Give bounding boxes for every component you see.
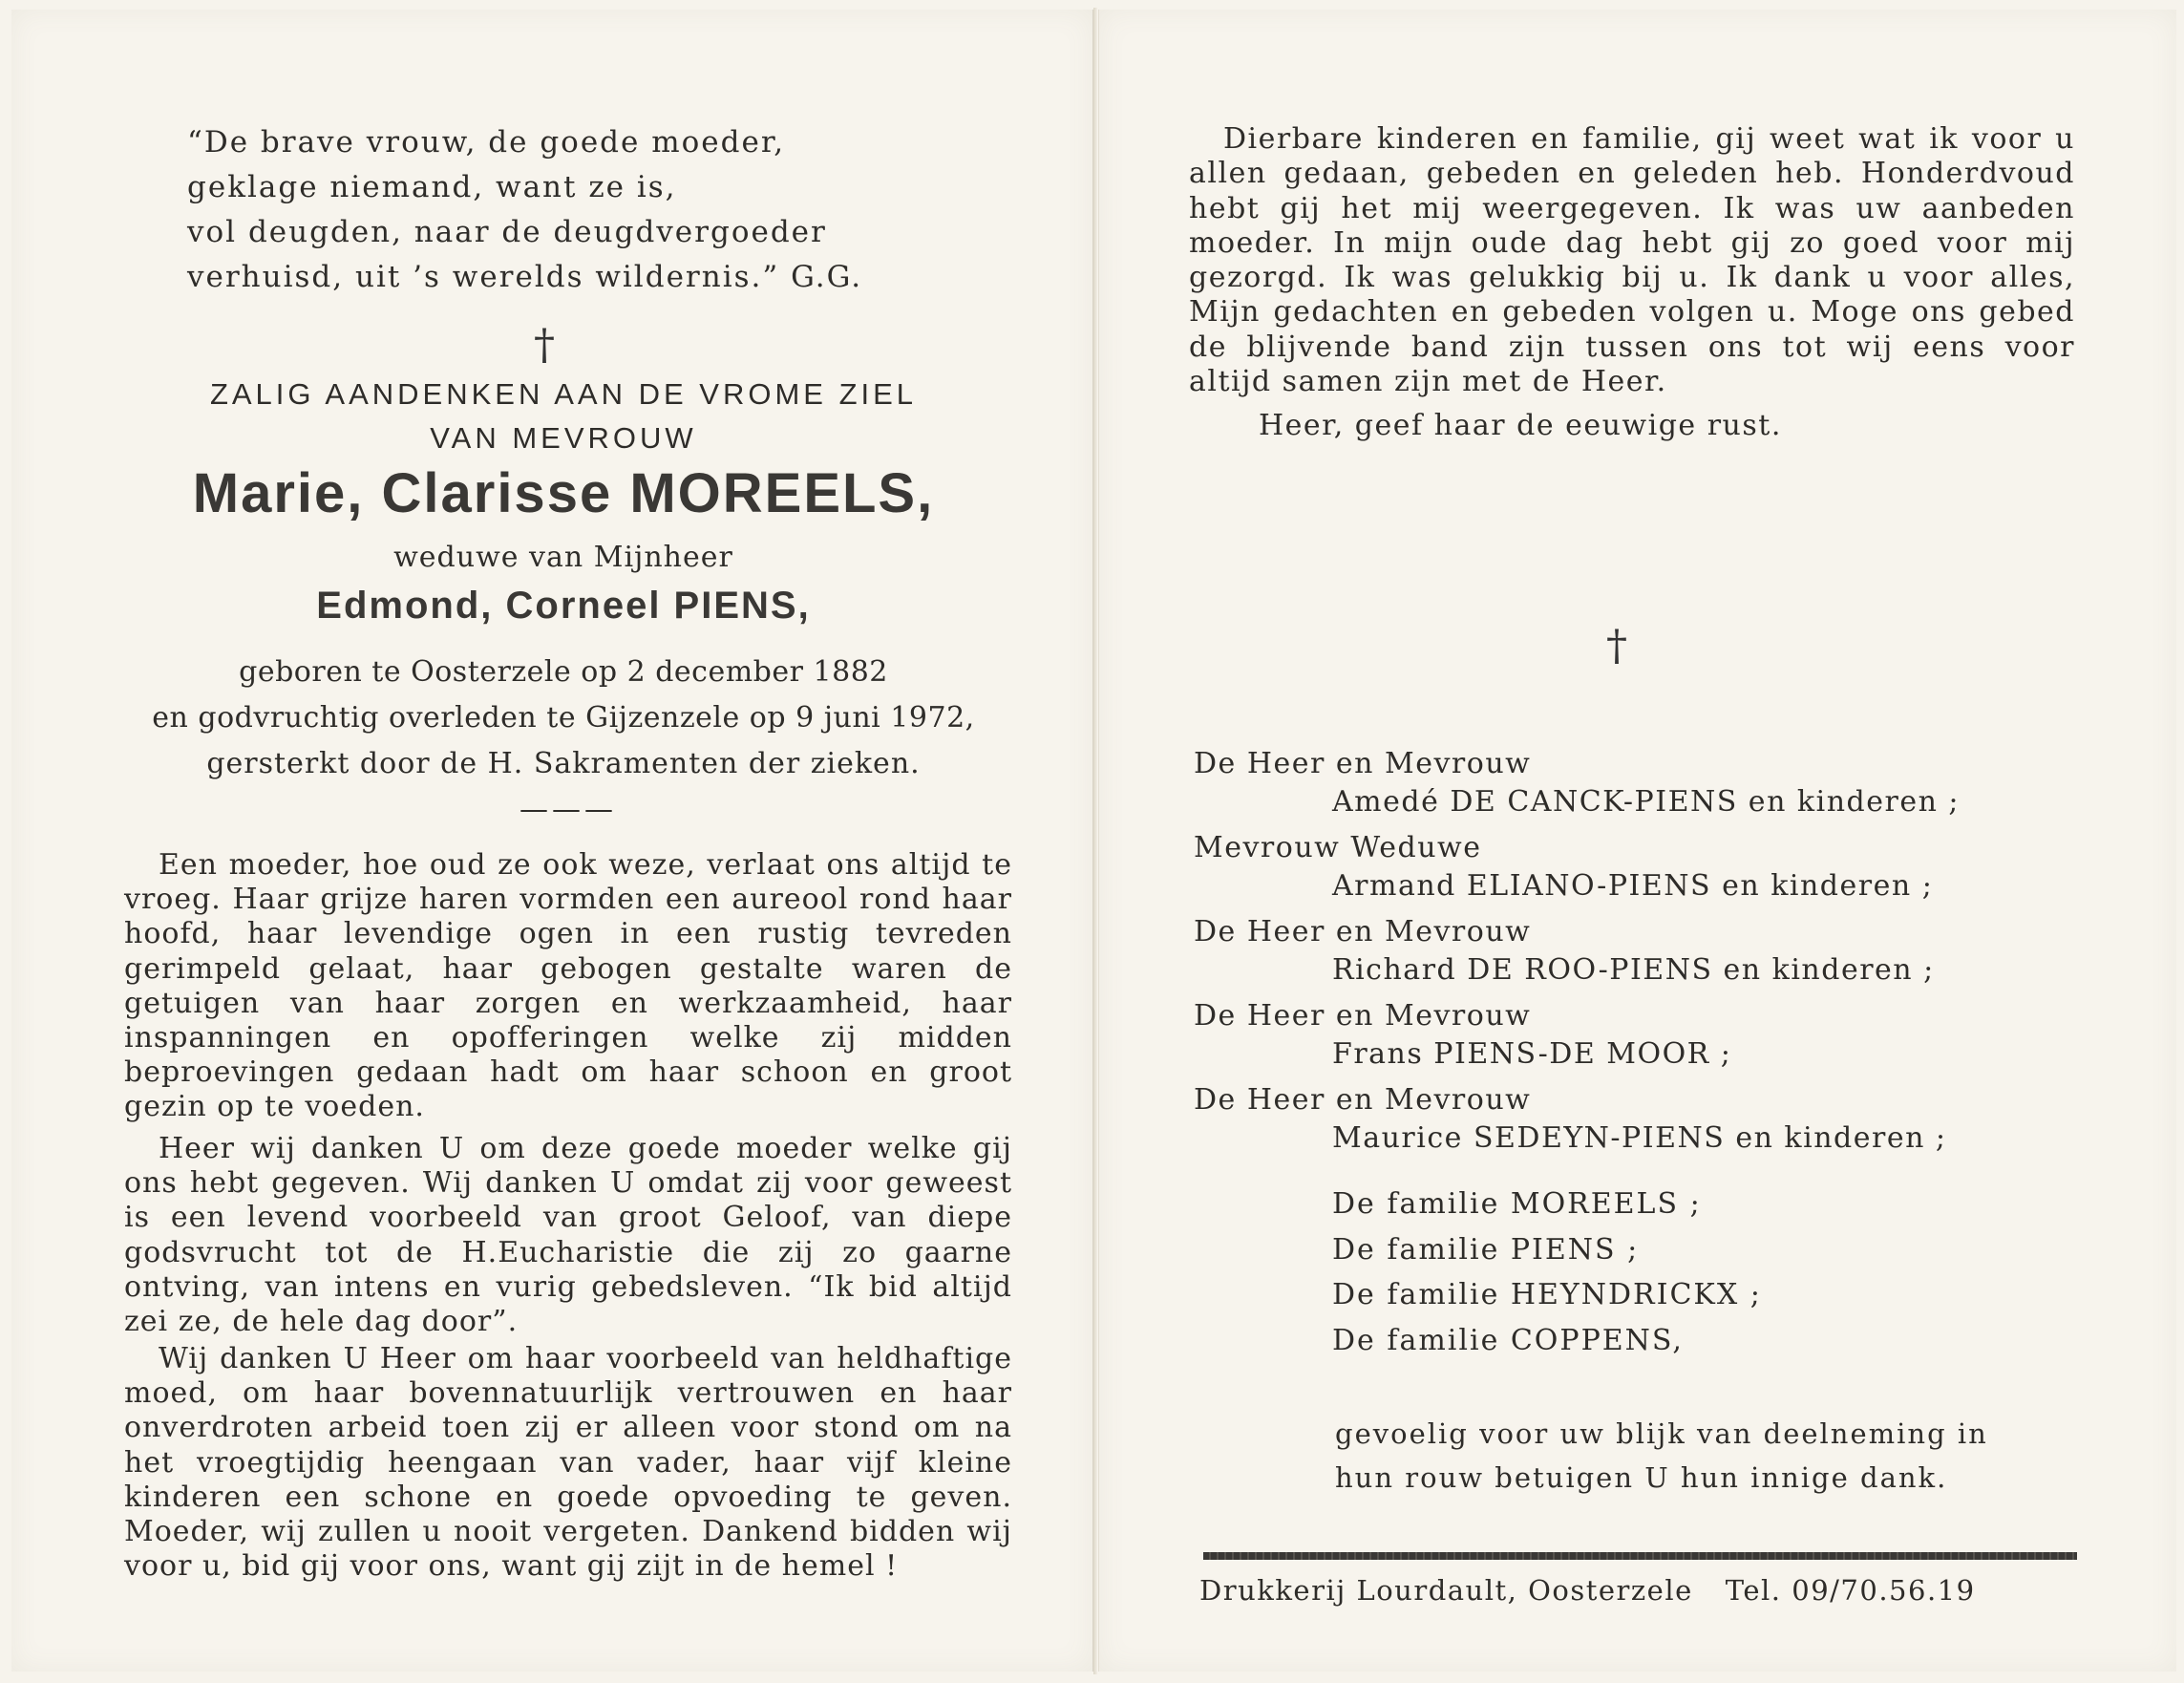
family-title: De Heer en Mevrouw xyxy=(1194,747,1532,780)
printer-rule xyxy=(1203,1552,2077,1560)
prayer-line: Heer, geef haar de eeuwige rust. xyxy=(1259,409,1782,442)
paragraph-text: Een moeder, hoe oud ze ook weze, verlaat ons altijd te vroeg. Haar grijze haren vormden een aureool rond haar hoofd, haar levendige ogen in een rustig tevreden gerimpeld gelaat, haar gebogen gestalte waren de getuigen van haar zorgen en werkzaamheid, haar inspanningen en opofferingen welke zij midden beproevingen gedaan hadt om haar schoon en groot gezin op te voeden. xyxy=(124,848,1012,1124)
paragraph-text: Wij danken U Heer om haar voorbeeld van heldhaftige moed, om haar bovennatuurlijk vertrouwen en haar onverdroten arbeid toen zij er alleen voor stond om na het vroegtijdig heengaan van vader, haar vijf kleine kinderen een schone en goede opvoeding te geven. Moeder, wij zullen u nooit vergeten. Dankend bidden wij voor u, bid gij voor ons, want gij zijt in de hemel ! xyxy=(124,1342,1012,1584)
quote-line: “De brave vrouw, de goede moeder, xyxy=(187,125,786,160)
family-title: De Heer en Mevrouw xyxy=(1194,915,1532,948)
thanks-note xyxy=(1335,1412,2099,1500)
deceased-name: Marie, Clarisse MOREELS, xyxy=(192,462,935,524)
heading-line: ZALIG AANDENKEN AAN DE VROME ZIEL xyxy=(209,377,918,411)
quote-line: verhuisd, uit ’s werelds wildernis.” G.G. xyxy=(187,260,863,294)
farewell-message xyxy=(1189,122,2075,399)
relative-family: De familie MOREELS ; xyxy=(1332,1187,1702,1221)
fold-line xyxy=(1093,8,1097,1674)
family-entry xyxy=(1194,997,2149,1081)
memorial-heading xyxy=(115,373,1012,460)
message-text: Dierbare kinderen en familie, gij weet wat ik voor u allen gedaan, gebeden en geleden heb. Honderdvoud hebt gij het mij weergegeven. Ik was uw aanbeden moeder. In mijn oude dag hebt gij zo goed voor mij gezorgd. Ik was gelukkig bij u. Ik dank u voor alles, Mijn gedachten en gebeden volgen u. Moge ons gebed de blijvende band zijn tussen ons tot wij eens voor altijd samen zijn met de Heer. xyxy=(1189,122,2075,399)
family-title: De Heer en Mevrouw xyxy=(1194,1083,1532,1117)
family-title: Mevrouw Weduwe xyxy=(1194,831,1482,864)
thanks-line: gevoelig voor uw blijk van deelneming in xyxy=(1335,1417,1988,1450)
quote-line: vol deugden, naar de deugdvergoeder xyxy=(187,215,827,249)
printer-telephone: Tel. 09/70.56.19 xyxy=(1725,1574,1976,1607)
sacraments-line: gersterkt door de H. Sakramenten der zieken. xyxy=(206,747,921,780)
birth-line: geboren te Oosterzele op 2 december 1882 xyxy=(239,655,888,689)
family-entry xyxy=(1194,829,2149,913)
birth-death-info xyxy=(115,650,1012,741)
relative-family: De familie HEYNDRICKX ; xyxy=(1332,1278,1762,1311)
quote-line: geklage niemand, want ze is, xyxy=(187,170,677,204)
relative-family: De familie COPPENS, xyxy=(1332,1323,1684,1357)
family-list xyxy=(1194,745,2149,1165)
family-entry xyxy=(1194,745,2149,829)
relatives-list xyxy=(1332,1182,2096,1363)
family-entry xyxy=(1194,1081,2149,1165)
opening-quote xyxy=(187,120,913,300)
family-person: Richard DE ROO-PIENS en kinderen ; xyxy=(1332,953,1935,987)
family-person: Frans PIENS-DE MOOR ; xyxy=(1332,1037,1732,1071)
relative-family: De familie PIENS ; xyxy=(1332,1232,1640,1267)
tribute-paragraph xyxy=(124,1132,1012,1339)
printer-name: Drukkerij Lourdault, Oosterzele xyxy=(1199,1574,1693,1607)
family-person: Maurice SEDEYN-PIENS en kinderen ; xyxy=(1332,1121,1947,1155)
tribute-paragraph xyxy=(124,1342,1012,1584)
death-line: en godvruchtig overleden te Gijzenzele op 9 juni 1972, xyxy=(152,701,975,735)
widow-of-label: weduwe van Mijnheer xyxy=(393,541,733,574)
thanks-line: hun rouw betuigen U hun innige dank. xyxy=(1335,1461,1948,1494)
spouse-name: Edmond, Corneel PIENS, xyxy=(316,585,811,627)
family-person: Armand ELIANO-PIENS en kinderen ; xyxy=(1332,869,1934,903)
separator: ——— xyxy=(519,793,617,826)
heading-line: VAN MEVROUW xyxy=(430,421,697,455)
paragraph-text: Heer wij danken U om deze goede moeder welke gij ons hebt gegeven. Wij danken U omdat zij voor geweest is een levend voorbeeld van groot Geloof, van diepe godsvrucht tot de H.Eucharistie die zij zo gaarne ontving, van intens en vurig gebedsleven. “Ik bid altijd zei ze, de hele dag door”. xyxy=(124,1132,1012,1339)
tribute-paragraph xyxy=(124,848,1012,1125)
cross-icon: † xyxy=(534,321,555,370)
family-entry xyxy=(1194,913,2149,997)
cross-icon: † xyxy=(1606,622,1627,671)
printer-credit xyxy=(1199,1574,2116,1607)
family-person: Amedé DE CANCK-PIENS en kinderen ; xyxy=(1332,785,1961,819)
family-title: De Heer en Mevrouw xyxy=(1194,999,1532,1033)
